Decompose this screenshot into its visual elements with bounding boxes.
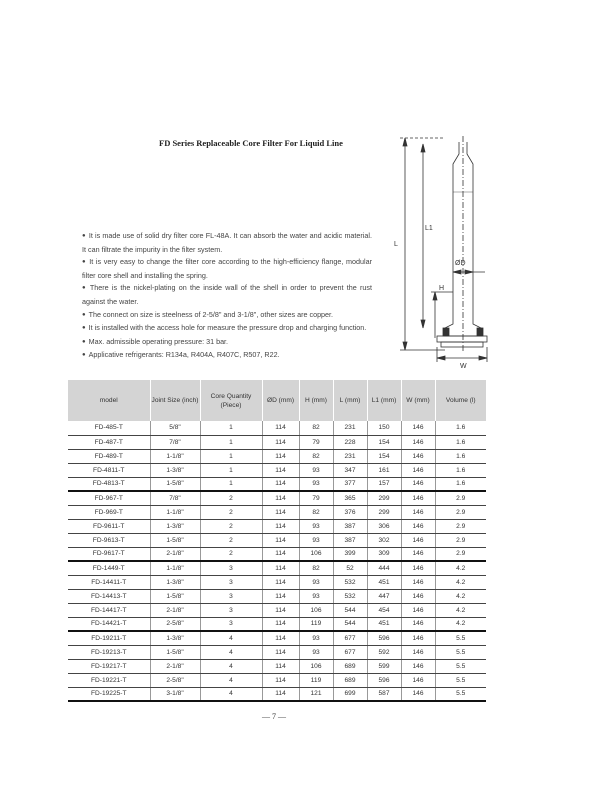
table-cell: 146 xyxy=(401,631,435,645)
table-cell: 699 xyxy=(333,687,367,701)
table-cell: 2-1/8" xyxy=(150,659,200,673)
header-h: H (mm) xyxy=(299,380,333,421)
table-cell: 5.5 xyxy=(435,687,486,701)
table-cell: 4 xyxy=(200,645,262,659)
table-cell: 146 xyxy=(401,435,435,449)
table-row xyxy=(68,687,486,701)
table-cell: 1.6 xyxy=(435,463,486,477)
table-cell: 1.6 xyxy=(435,421,486,435)
table-cell: 1-5/8" xyxy=(150,645,200,659)
table-cell: 79 xyxy=(299,435,333,449)
table-cell: 82 xyxy=(299,561,333,575)
table-cell: 146 xyxy=(401,477,435,491)
table-cell: 1-1/8" xyxy=(150,505,200,519)
table-cell: 4.2 xyxy=(435,589,486,603)
table-body xyxy=(68,421,486,701)
table-cell: 306 xyxy=(367,519,401,533)
table-cell: 7/8" xyxy=(150,435,200,449)
table-cell: 93 xyxy=(299,533,333,547)
table-cell: 1-5/8" xyxy=(150,477,200,491)
table-cell: 596 xyxy=(367,631,401,645)
table-cell: FD-19225-T xyxy=(68,687,150,701)
feature-list xyxy=(82,230,372,363)
dim-label-l1: L1 xyxy=(425,225,433,232)
table-cell: 2 xyxy=(200,519,262,533)
table-cell: 1-3/8" xyxy=(150,631,200,645)
table-cell: 146 xyxy=(401,659,435,673)
table-cell: 231 xyxy=(333,421,367,435)
feature-item: ● Applicative refrigerants: R134a, R404A, R407C, R507, R22. xyxy=(82,349,372,363)
table-cell: 154 xyxy=(367,449,401,463)
table-cell: 150 xyxy=(367,421,401,435)
table-cell: 82 xyxy=(299,449,333,463)
table-cell: 114 xyxy=(262,491,299,505)
table-cell: 377 xyxy=(333,477,367,491)
header-joint-size: Joint Size (inch) xyxy=(150,380,200,421)
table-cell: 4.2 xyxy=(435,575,486,589)
table-cell: 5.5 xyxy=(435,673,486,687)
feature-item: ● It is installed with the access hole for measure the pressure drop and charging function. xyxy=(82,322,372,336)
table-cell: 146 xyxy=(401,603,435,617)
table-cell: FD-19213-T xyxy=(68,645,150,659)
table-cell: 4 xyxy=(200,687,262,701)
table-cell: 4 xyxy=(200,659,262,673)
table-row xyxy=(68,631,486,645)
table-cell: 2 xyxy=(200,547,262,561)
header-w: W (mm) xyxy=(401,380,435,421)
table-cell: 114 xyxy=(262,687,299,701)
table-cell: 119 xyxy=(299,673,333,687)
table-cell: FD-14411-T xyxy=(68,575,150,589)
table-cell: 3-1/8" xyxy=(150,687,200,701)
table-cell: 451 xyxy=(367,617,401,631)
document-title: FD Series Replaceable Core Filter For Liquid Line xyxy=(159,138,343,148)
table-cell: 387 xyxy=(333,519,367,533)
table-cell: 161 xyxy=(367,463,401,477)
table-row xyxy=(68,421,486,435)
table-row xyxy=(68,547,486,561)
table-cell: 5.5 xyxy=(435,631,486,645)
table-cell: 52 xyxy=(333,561,367,575)
table-cell: 587 xyxy=(367,687,401,701)
table-cell: 544 xyxy=(333,617,367,631)
table-cell: 1 xyxy=(200,477,262,491)
table-cell: 3 xyxy=(200,603,262,617)
table-cell: 114 xyxy=(262,617,299,631)
table-cell: 1.6 xyxy=(435,435,486,449)
table-cell: 599 xyxy=(367,659,401,673)
table-cell: 146 xyxy=(401,687,435,701)
table-cell: 1.6 xyxy=(435,477,486,491)
table-cell: 93 xyxy=(299,589,333,603)
table-cell: 228 xyxy=(333,435,367,449)
table-cell: 146 xyxy=(401,645,435,659)
table-cell: 146 xyxy=(401,673,435,687)
table-cell: 106 xyxy=(299,603,333,617)
table-cell: 1 xyxy=(200,463,262,477)
header-l: L (mm) xyxy=(333,380,367,421)
table-cell: 444 xyxy=(367,561,401,575)
table-cell: 677 xyxy=(333,631,367,645)
table-cell: FD-1449-T xyxy=(68,561,150,575)
feature-item: ● It is very easy to change the filter core according to the high-efficiency flange, modular filter core shell and installing the spring. xyxy=(82,256,372,282)
page-number: — 7 — xyxy=(262,712,286,721)
table-cell: 114 xyxy=(262,505,299,519)
table-cell: 79 xyxy=(299,491,333,505)
table-cell: 592 xyxy=(367,645,401,659)
table-cell: 93 xyxy=(299,463,333,477)
table-cell: 677 xyxy=(333,645,367,659)
table-cell: 1.6 xyxy=(435,449,486,463)
table-cell: 447 xyxy=(367,589,401,603)
table-cell: 114 xyxy=(262,673,299,687)
table-cell: 146 xyxy=(401,463,435,477)
table-cell: 376 xyxy=(333,505,367,519)
table-cell: 106 xyxy=(299,547,333,561)
header-model: model xyxy=(68,380,150,421)
table-cell: 1-3/8" xyxy=(150,519,200,533)
table-cell: 146 xyxy=(401,519,435,533)
table-cell: 114 xyxy=(262,631,299,645)
table-cell: FD-9611-T xyxy=(68,519,150,533)
table-cell: 93 xyxy=(299,519,333,533)
table-cell: 3 xyxy=(200,561,262,575)
table-cell: 2.9 xyxy=(435,519,486,533)
table-cell: 114 xyxy=(262,561,299,575)
table-cell: 299 xyxy=(367,491,401,505)
table-row xyxy=(68,561,486,575)
table-cell: 2.9 xyxy=(435,505,486,519)
table-row xyxy=(68,491,486,505)
table-cell: 231 xyxy=(333,449,367,463)
table-cell: 157 xyxy=(367,477,401,491)
table-cell: 114 xyxy=(262,645,299,659)
table-cell: FD-9617-T xyxy=(68,547,150,561)
table-cell: 4.2 xyxy=(435,603,486,617)
table-cell: 114 xyxy=(262,463,299,477)
filter-dimension-diagram xyxy=(385,132,495,380)
table-cell: 532 xyxy=(333,575,367,589)
table-cell: 302 xyxy=(367,533,401,547)
table-cell: 4.2 xyxy=(435,617,486,631)
table-cell: 2 xyxy=(200,533,262,547)
table-cell: 114 xyxy=(262,547,299,561)
table-row xyxy=(68,463,486,477)
table-cell: 114 xyxy=(262,519,299,533)
table-cell: 1-1/8" xyxy=(150,561,200,575)
table-row xyxy=(68,575,486,589)
feature-item: ● Max. admissible operating pressure: 31 bar. xyxy=(82,336,372,350)
table-cell: 146 xyxy=(401,449,435,463)
table-cell: 3 xyxy=(200,617,262,631)
header-core-quantity: Core Quantity (Piece) xyxy=(200,380,262,421)
table-cell: 2.9 xyxy=(435,491,486,505)
table-row xyxy=(68,645,486,659)
table-cell: FD-14413-T xyxy=(68,589,150,603)
table-cell: 146 xyxy=(401,421,435,435)
table-cell: 146 xyxy=(401,533,435,547)
table-cell: 1-3/8" xyxy=(150,575,200,589)
table-cell: 1-1/8" xyxy=(150,449,200,463)
table-row xyxy=(68,519,486,533)
table-cell: FD-969-T xyxy=(68,505,150,519)
table-cell: 3 xyxy=(200,589,262,603)
table-cell: 4.2 xyxy=(435,561,486,575)
dim-label-h: H xyxy=(439,285,445,292)
table-cell: 146 xyxy=(401,589,435,603)
table-cell: 1 xyxy=(200,421,262,435)
table-cell: 2 xyxy=(200,491,262,505)
table-cell: 106 xyxy=(299,659,333,673)
table-cell: FD-489-T xyxy=(68,449,150,463)
table-cell: FD-4811-T xyxy=(68,463,150,477)
table-cell: 119 xyxy=(299,617,333,631)
table-cell: 544 xyxy=(333,603,367,617)
table-cell: FD-9613-T xyxy=(68,533,150,547)
table-cell: 146 xyxy=(401,491,435,505)
table-cell: 2.9 xyxy=(435,547,486,561)
table-cell: 596 xyxy=(367,673,401,687)
table-cell: 347 xyxy=(333,463,367,477)
table-cell: 146 xyxy=(401,547,435,561)
table-cell: 2-1/8" xyxy=(150,603,200,617)
table-cell: 1-3/8" xyxy=(150,463,200,477)
header-diameter: ØD (mm) xyxy=(262,380,299,421)
table-cell: 3 xyxy=(200,575,262,589)
table-cell: 114 xyxy=(262,659,299,673)
table-cell: 532 xyxy=(333,589,367,603)
header-l1: L1 (mm) xyxy=(367,380,401,421)
table-cell: 454 xyxy=(367,603,401,617)
table-row xyxy=(68,659,486,673)
table-cell: 689 xyxy=(333,673,367,687)
table-cell: FD-485-T xyxy=(68,421,150,435)
table-cell: 2.9 xyxy=(435,533,486,547)
table-cell: 146 xyxy=(401,561,435,575)
table-cell: 5.5 xyxy=(435,645,486,659)
table-cell: 146 xyxy=(401,505,435,519)
table-cell: 114 xyxy=(262,533,299,547)
table-cell: 114 xyxy=(262,421,299,435)
table-cell: 2 xyxy=(200,505,262,519)
table-cell: 309 xyxy=(367,547,401,561)
table-cell: 7/8" xyxy=(150,491,200,505)
table-cell: 114 xyxy=(262,575,299,589)
table-cell: 451 xyxy=(367,575,401,589)
table-cell: 114 xyxy=(262,603,299,617)
table-cell: 1-5/8" xyxy=(150,533,200,547)
table-row xyxy=(68,673,486,687)
table-cell: FD-967-T xyxy=(68,491,150,505)
feature-item: ● There is the nickel-plating on the inside wall of the shell in order to prevent the rust against the water. xyxy=(82,282,372,308)
table-cell: FD-19217-T xyxy=(68,659,150,673)
dim-label-w: W xyxy=(460,363,467,370)
table-cell: 82 xyxy=(299,505,333,519)
table-cell: 146 xyxy=(401,617,435,631)
table-cell: FD-4813-T xyxy=(68,477,150,491)
table-cell: 1 xyxy=(200,449,262,463)
table-cell: 154 xyxy=(367,435,401,449)
table-cell: 2-1/8" xyxy=(150,547,200,561)
table-cell: 399 xyxy=(333,547,367,561)
table-header-row xyxy=(68,380,486,421)
table-cell: 4 xyxy=(200,631,262,645)
table-row xyxy=(68,435,486,449)
dim-label-diameter: ØD xyxy=(455,260,466,267)
table-row xyxy=(68,617,486,631)
table-cell: 2-5/8" xyxy=(150,673,200,687)
table-cell: FD-14417-T xyxy=(68,603,150,617)
table-row xyxy=(68,505,486,519)
table-cell: 93 xyxy=(299,631,333,645)
dim-label-l: L xyxy=(394,241,398,248)
table-cell: 93 xyxy=(299,575,333,589)
feature-item: ● It is made use of solid dry filter core FL-48A. It can absorb the water and acidic material. It can filtrate the impurity in the filter system. xyxy=(82,230,372,256)
table-cell: 2-5/8" xyxy=(150,617,200,631)
table-cell: 146 xyxy=(401,575,435,589)
table-cell: 114 xyxy=(262,477,299,491)
table-cell: 121 xyxy=(299,687,333,701)
table-cell: 82 xyxy=(299,421,333,435)
table-cell: FD-19221-T xyxy=(68,673,150,687)
table-cell: 5.5 xyxy=(435,659,486,673)
table-cell: 114 xyxy=(262,435,299,449)
table-cell: 365 xyxy=(333,491,367,505)
table-cell: 93 xyxy=(299,645,333,659)
table-row xyxy=(68,589,486,603)
table-cell: 689 xyxy=(333,659,367,673)
feature-item: ● The connect on size is steelness of 2-5/8" and 3-1/8", other sizes are copper. xyxy=(82,309,372,323)
table-cell: 1-5/8" xyxy=(150,589,200,603)
table-cell: 1 xyxy=(200,435,262,449)
table-row xyxy=(68,603,486,617)
table-cell: 114 xyxy=(262,589,299,603)
table-cell: 5/8" xyxy=(150,421,200,435)
table-cell: FD-487-T xyxy=(68,435,150,449)
table-cell: FD-14421-T xyxy=(68,617,150,631)
table-row xyxy=(68,449,486,463)
table-cell: 4 xyxy=(200,673,262,687)
table-cell: 299 xyxy=(367,505,401,519)
table-cell: 114 xyxy=(262,449,299,463)
table-row xyxy=(68,477,486,491)
table-cell: FD-19211-T xyxy=(68,631,150,645)
table-cell: 387 xyxy=(333,533,367,547)
table-row xyxy=(68,533,486,547)
specification-table xyxy=(68,380,486,702)
header-volume: Volume (l) xyxy=(435,380,486,421)
table-cell: 93 xyxy=(299,477,333,491)
